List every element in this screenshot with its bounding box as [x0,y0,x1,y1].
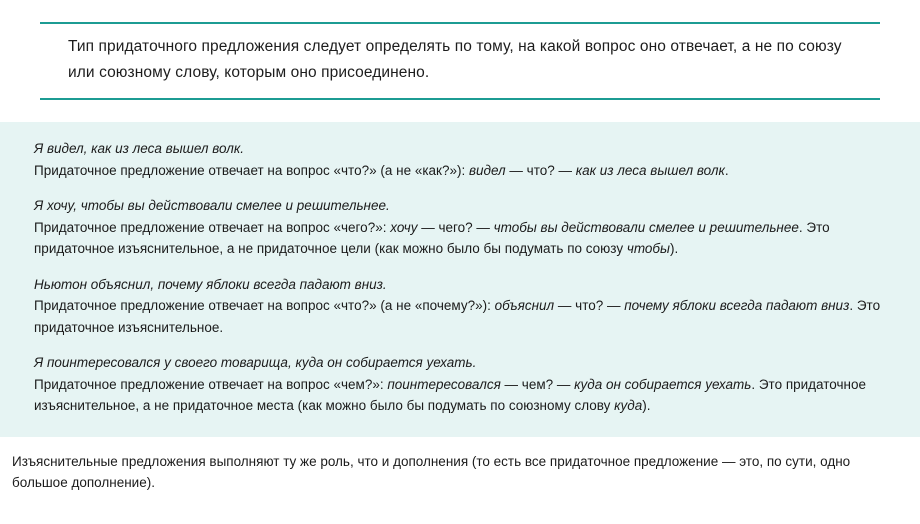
closing-paragraph: Изъяснительные предложения выполняют ту же роль, что и дополнения (то есть все придаточное предложение — это, по сути, одно большое дополнение). [12,453,851,490]
example-sentence: Ньютон объяснил, почему яблоки всегда падают вниз. [34,276,387,292]
example-item [34,195,886,260]
key-rule-text: Тип придаточного предложения следует определять по тому, на какой вопрос оно отвечает, а не по союзу или союзному слову, которым оно присоединено. [68,38,842,81]
example-explanation: Придаточное предложение отвечает на вопрос «чего?»: хочу — чего? — чтобы вы действовали смелее и решительнее. Это придаточное изъяснительное, а не придаточное цели (как можно было бы подумать по союзу чтобы). [34,219,830,256]
example-sentence: Я видел, как из леса вышел волк. [34,141,244,156]
key-rule-callout [40,22,880,100]
example-sentence: Я поинтересовался у своего товарища, куда он собирается уехать. [34,355,477,370]
example-explanation: Придаточное предложение отвечает на вопрос «что?» (а не «почему?»): объяснил — что? — почему яблоки всегда падают вниз. Это придаточное изъяснительное. [34,298,881,335]
example-explanation: Придаточное предложение отвечает на вопрос «чем?»: поинтересовался — чем? — куда он собирается уехать. Это придаточное изъяснительное, а не придаточное места (как можно было бы подумать по союзному слову куда). [34,376,867,413]
example-item [34,138,886,181]
example-sentence: Я хочу, чтобы вы действовали смелее и решительнее. [34,198,390,213]
example-explanation: Придаточное предложение отвечает на вопрос «что?» (а не «как?»): видел — что? — как из леса вышел волк. [34,162,729,178]
examples-panel [0,122,920,437]
example-item [34,352,886,417]
example-item [34,274,886,339]
document-page [0,22,920,524]
